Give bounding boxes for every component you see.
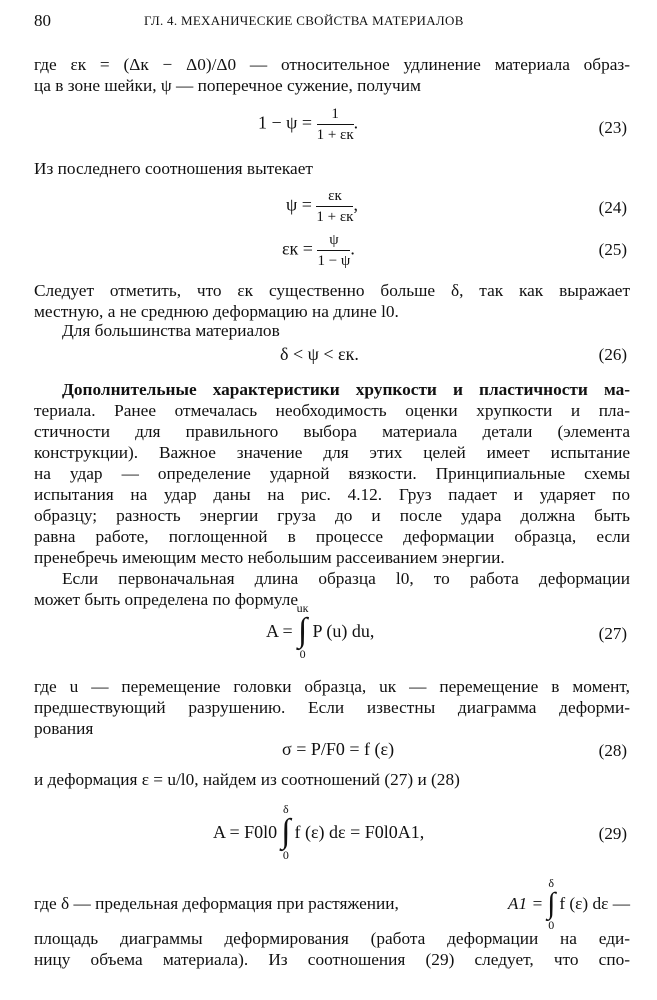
integral-sign-icon: ∫ xyxy=(297,612,308,649)
fraction-numerator: ψ xyxy=(317,230,350,251)
text-line: предшествующий разрушению. Если известны диаграмма деформи- xyxy=(34,698,630,717)
text-line: на удар — определение ударной вязкости. Принципиальные схемы xyxy=(34,464,630,483)
text-line: ца в зоне шейки, ψ — поперечное сужение, получим xyxy=(34,76,421,95)
inline-text: где δ — предельная деформация при растяжении, xyxy=(34,894,399,913)
text-line: ницу объема материала). Из соотношения (29) следует, что спо- xyxy=(34,950,630,969)
equation-number: (27) xyxy=(598,624,627,643)
text-line: может быть определена по формуле xyxy=(34,590,299,609)
integral-sign-icon: ∫ xyxy=(547,887,556,920)
eq-lhs: 1 − ψ = xyxy=(258,112,313,133)
section-heading-line: Дополнительные характеристики хрупкости и пластичности ма- xyxy=(62,380,630,399)
fraction-denominator: 1 + εк xyxy=(316,127,354,143)
text-line: где u — перемещение головки образца, uк — перемещение в момент, xyxy=(34,677,630,696)
eq-tail: , xyxy=(353,194,358,215)
equation-number: (23) xyxy=(598,118,627,137)
eq-lhs: ψ = xyxy=(286,194,312,215)
page-number: 80 xyxy=(34,11,51,30)
equation-number: (24) xyxy=(598,198,627,217)
equation-25 xyxy=(282,230,355,271)
eq-tail: . xyxy=(353,112,359,133)
integral xyxy=(297,602,309,660)
equation-26: δ < ψ < εк. xyxy=(280,344,359,364)
equation-29 xyxy=(213,800,424,864)
text-line: териала. Ранее отмечалась необходимость оценки хрупкости и пла- xyxy=(34,401,630,420)
text-line: Для большинства материалов xyxy=(62,321,280,340)
eq-lhs: A1 = xyxy=(507,894,544,913)
equation-27 xyxy=(266,600,374,662)
text-line: конструкции). Важное значение для этих целей имеет испытание xyxy=(34,443,630,462)
text-line: испытания на удар даны на рис. 4.12. Груз падает и ударяет по xyxy=(34,485,630,504)
integral-upper-limit: uк xyxy=(296,601,309,615)
equation-28: σ = P/F0 = f (ε) xyxy=(282,739,395,759)
text-line: Из последнего соотношения вытекает xyxy=(34,159,313,178)
integral-upper-limit: δ xyxy=(548,876,555,890)
text-line: стичности для правильного выбора материала детали (элемента xyxy=(34,422,630,441)
integral-sign-icon: ∫ xyxy=(281,813,291,850)
integral xyxy=(281,803,290,861)
equation-number: (28) xyxy=(598,741,627,760)
equation-number: (26) xyxy=(598,345,627,364)
text-line: Если первоначальная длина образца l0, то работа деформации xyxy=(62,569,630,588)
text-line-with-integral xyxy=(34,872,630,936)
equation-23 xyxy=(258,104,358,145)
equation-number: (29) xyxy=(598,824,627,843)
text-line: местную, а не среднюю деформацию на длине l0. xyxy=(34,302,399,321)
text-line: рования xyxy=(34,719,94,738)
integral-lower-limit: 0 xyxy=(282,848,289,862)
text-line: где εк = (Δк − Δ0)/Δ0 — относительное удлинение материала образ- xyxy=(34,55,630,74)
fraction-numerator: 1 xyxy=(317,104,354,125)
eq-lhs: A = F0l0 xyxy=(213,821,278,842)
eq-body: P (u) du, xyxy=(312,620,375,641)
equation-number: (25) xyxy=(598,240,627,259)
eq-body: f (ε) dε — xyxy=(559,894,630,913)
fraction-numerator: εк xyxy=(316,186,353,207)
eq-body: f (ε) dε = F0l0A1, xyxy=(294,821,425,842)
fraction-denominator: 1 − ψ xyxy=(317,253,351,269)
text-line: пренебречь имеющим место небольшим рассеиванием энергии. xyxy=(34,548,505,567)
eq-lhs: A = xyxy=(266,620,293,641)
integral xyxy=(547,877,555,931)
text-line: образцу; разность энергии груза до и после удара должна быть xyxy=(34,506,630,525)
text-line: площадь диаграммы деформирования (работа деформации на еди- xyxy=(34,929,630,948)
eq-tail: . xyxy=(350,238,355,259)
fraction-denominator: 1 + εк xyxy=(316,209,354,225)
eq-lhs: εк = xyxy=(282,238,313,259)
integral-lower-limit: 0 xyxy=(548,918,555,932)
integral-upper-limit: δ xyxy=(283,802,289,816)
running-head: ГЛ. 4. МЕХАНИЧЕСКИЕ СВОЙСТВА МАТЕРИАЛОВ xyxy=(144,13,464,28)
text-line: равна работе, поглощенной в процессе деформации образца, если xyxy=(34,527,630,546)
text-line: и деформация ε = u/l0, найдем из соотношений (27) и (28) xyxy=(34,770,460,789)
text-line: Следует отметить, что εк существенно больше δ, так как выражает xyxy=(34,281,630,300)
equation-24 xyxy=(286,186,358,227)
integral-lower-limit: 0 xyxy=(299,647,306,661)
